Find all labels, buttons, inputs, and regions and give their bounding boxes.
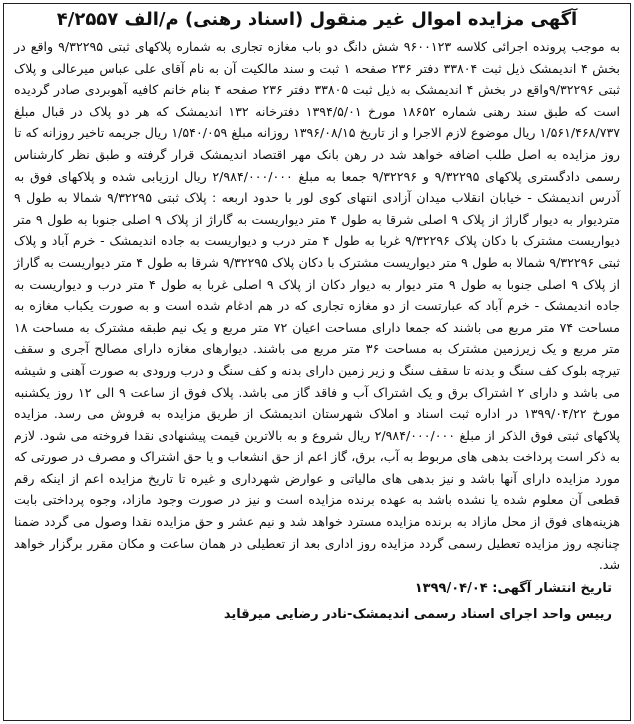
notice-title: آگهی مزایده اموال غیر منقول (اسناد رهنی) م/الف ۴/۲۵۵۷ (56, 9, 578, 30)
publish-date: تاریخ انتشار آگهی: ۱۳۹۹/۰۴/۰۴ (414, 580, 612, 596)
signature-line: رییس واحد اجرای اسناد رسمی اندیمشک-نادر رضایی میرقاید (223, 606, 612, 622)
notice-body: به موجب پرونده اجرائی کلاسه ۹۶۰۰۱۲۳ شش دانگ دو باب مغازه تجاری به شماره پلاکهای ثبتی ۹/۳۲۲۹۵ واقع در بخش ۴ اندیمشک ذیل ثبت ۳۳۸۰۴ دفتر ۲۳۶ صفحه ۱ ثبت و سند مالکیت آن به نام آقای علی عباس میرعالی و پلاک ثبتی ۹/۳۲۲۹۶واقع در بخش ۴ اندیمشک به ذیل ثبت ۳۳۸۰۵ دفتر ۲۳۶ صفحه ۴ بنام خانم کافیه آهوبردی صادر گردیده است که طبق سند رهنی شماره ۱۸۶۵۲ مورخ ۱۳۹۴/۵/۰۱ دفترخانه ۱۳۲ اندیمشک که هر دو پلاک در قبال مبلغ ۱/۵۶۱/۴۶۸/۷۳۷ ریال موضوع لازم الاجرا و از تاریخ ۱۳۹۶/۰۸/۱۵ روزانه مبلغ ۱/۵۴۰/۰۵۹ ریال جریمه تاخیر روزانه که تا روز مزایده به اصل طلب اضافه خواهد شد در رهن بانک مهر اقتصاد اندیمشک قرار گرفته و طبق نظر کارشناس رسمی دادگستری پلاکهای ۹/۳۲۲۹۵ و ۹/۳۲۲۹۶ جمعا به مبلغ ۲/۹۸۴/۰۰۰/۰۰۰ ریال ارزیابی شده و پلاکهای فوق به آدرس اندیمشک - خیابان انقلاب میدان آزادی انتهای کوی لور با حدود اربعه : پلاک ثبتی ۹/۳۲۲۹۵ شمالا به طول ۹ متردیوار به دیوار گاراژ از پلاک ۹ اصلی شرقا به طول ۴ متر دیواریست به گاراژ از پلاک ۹ اصلی جنوبا به طول ۹ متر دیواریست مشترک با دکان پلاک ۹/۳۲۲۹۶ غربا به طول ۴ متر درب و دیواریست به جاده اندیمشک - خرم آباد و پلاک ثبتی ۹/۳۲۲۹۶ شمالا به طول ۹ متر دیواریست مشترک با دکان پلاک ۹/۳۲۲۹۵ شرقا به طول ۴ متر دیواریست به گاراژ از پلاک ۹ اصلی جنوبا به طول ۹ متر دیوار به دیوار دکان از پلاک ۹ اصلی غربا به طول ۴ متر درب و دیواریست به جاده اندیمشک - خرم آباد که عبارتست از دو مغازه تجاری که در هم ادغام شده است و به صورت یکباب مغازه به مساحت ۷۴ متر مربع می باشند که جمعا دارای مساحت اعیان ۷۲ متر مربع و یک نیم طبقه مشترک به مساحت ۱۸ متر مربع و یک زیرزمین مشترک به مساحت ۳۶ متر مربع می باشند. دیوارهای مغازه دارای مصالح آجری و سقف تیرچه بلوک کف سنگ و بدنه تا سقف سنگ و زیر زمین دارای بدنه و کف سنگ و درب ورودی به صورت آهنی و شیشه می باشد و دارای ۲ اشتراک برق و یک اشتراک آب و فاقد گاز می باشد. پلاک فوق از ساعت ۹ الی ۱۲ روز یکشنبه مورخ ۱۳۹۹/۰۴/۲۲ در اداره ثبت اسناد و املاک شهرستان اندیمشک از طریق مزایده به فروش می رسد. مزایده پلاکهای ثبتی فوق الذکر از مبلغ ۲/۹۸۴/۰۰۰/۰۰۰ ریال شروع و به بالاترین قیمت پیشنهادی نقدا فروخته می شود. لازم به ذکر است پرداخت بدهی های مربوط به آب، برق، گاز اعم از حق انشعاب و یا حق اشتراک و مصرف در صورتی که مورد مزایده دارای آنها باشد و نیز بدهی های مالیاتی و عوارض شهرداری و غیره تا تاریخ مزایده اعم از اینکه رقم قطعی آن معلوم شده یا نشده باشد به عهده برنده مزایده است و نیز در صورت وجود مازاد، وجوه پرداختی بابت هزینه‌های فوق از محل مازاد به برنده مزایده مسترد خواهد شد و نیم عشر و حق مزایده نقدا وصول می گردد ضمنا چنانچه روز مزایده تعطیل رسمی گردد مزایده روز اداری بعد از تعطیلی در همان ساعت و مکان مقرر برگزار خواهد شد. (14, 39, 621, 573)
